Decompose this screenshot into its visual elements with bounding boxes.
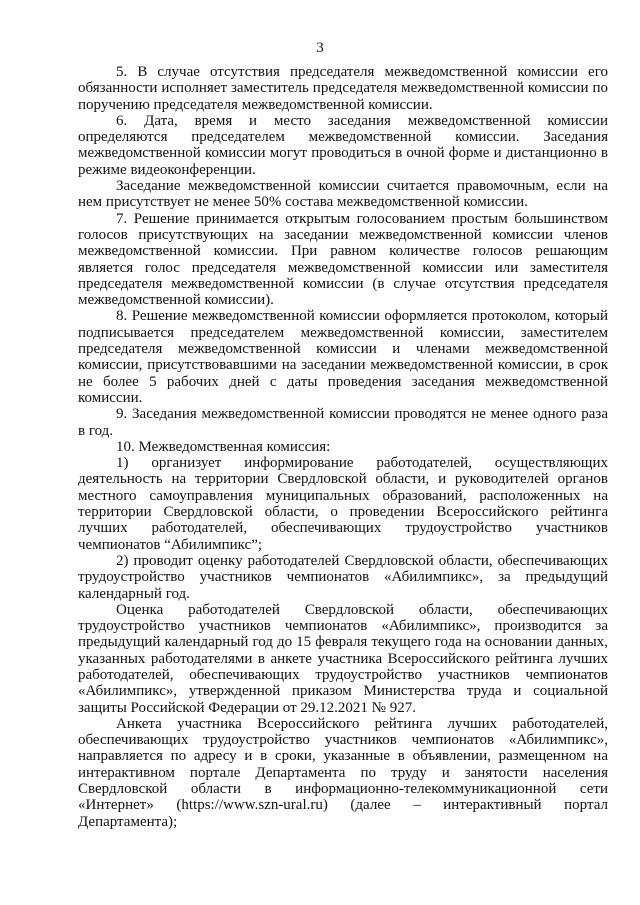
- paragraph-6-meeting-date: 6. Дата, время и место заседания межведомственной комиссии определяются председателем межведомственной комиссии. Заседания межведомственной комиссии могут проводиться в очной форме и дистанционно в режиме видеоконференции.: [78, 112, 608, 178]
- page-number: 3: [316, 40, 324, 56]
- paragraph-10-2-assessment: 2) проводит оценку работодателей Свердловской области, обеспечивающих трудоустройство участников чемпионатов «Абилимпикс», за предыдущий календарный год.: [78, 552, 608, 602]
- document-body: [78, 64, 608, 830]
- paragraph-quorum: Заседание межведомственной комиссии считается правомочным, если на нем присутствует не менее 50% состава межведомственной комиссии.: [78, 178, 608, 211]
- paragraph-9-frequency: 9. Заседания межведомственной комиссии проводятся не менее одного раза в год.: [78, 406, 608, 439]
- paragraph-7-voting: 7. Решение принимается открытым голосованием простым большинством голосов присутствующих на заседании межведомственной комиссии членов межведомственной комиссии. При равном количестве голосов решающим является голос председателя межведомственной комиссии или заместителя председателя межведомственной комиссии (в случае отсутствия председателя межведомственной комиссии).: [78, 210, 608, 309]
- paragraph-10-1-informing: 1) организует информирование работодателей, осуществляющих деятельность на территории Свердловской области, и руководителей органов местного самоуправления муниципальных образований, расположенных на территории Свердловской области, о проведении Всероссийского рейтинга лучших работодателей, обеспечивающих трудоустройство участников чемпионатов “Абилимпикс”;: [78, 455, 608, 553]
- paragraph-questionnaire: Анкета участника Всероссийского рейтинга лучших работодателей, обеспечивающих трудоустройство участников чемпионатов «Абилимпикс», направляется по адресу и в сроки, указанные в объявлении, размещенном на интерактивном портале Департамента по труду и занятости населения Свердловской области в информационно-телекоммуникационной сети «Интернет» (https://www.szn-ural.ru) (далее – интерактивный портал Департамента);: [78, 715, 608, 830]
- paragraph-10-heading: 10. Межведомственная комиссия:: [116, 438, 331, 455]
- paragraph-8-protocol: 8. Решение межведомственной комиссии оформляется протоколом, который подписывается председателем межведомственной комиссии, заместителем председателя межведомственной комиссии и членами межведомственной комиссии, присутствовавшими на заседании межведомственной комиссии, в срок не более 5 рабочих дней с даты проведения заседания межведомственной комиссии.: [78, 308, 608, 406]
- paragraph-5-chair-absence: 5. В случае отсутствия председателя межведомственной комиссии его обязанности исполняет заместитель председателя межведомственной комиссии по поручению председателя межведомственной комиссии.: [78, 64, 608, 113]
- paragraph-assessment-details: Оценка работодателей Свердловской области, обеспечивающих трудоустройство участников чемпионатов «Абилимпикс», производится за предыдущий календарный год до 15 февраля текущего года на основании данных, указанных работодателями в анкете участника Всероссийского рейтинга лучших работодателей, обеспечивающих трудоустройство участников чемпионатов «Абилимпикс», утвержденной приказом Министерства труда и социальной защиты Российской Федерации от 29.12.2021 № 927.: [78, 601, 608, 716]
